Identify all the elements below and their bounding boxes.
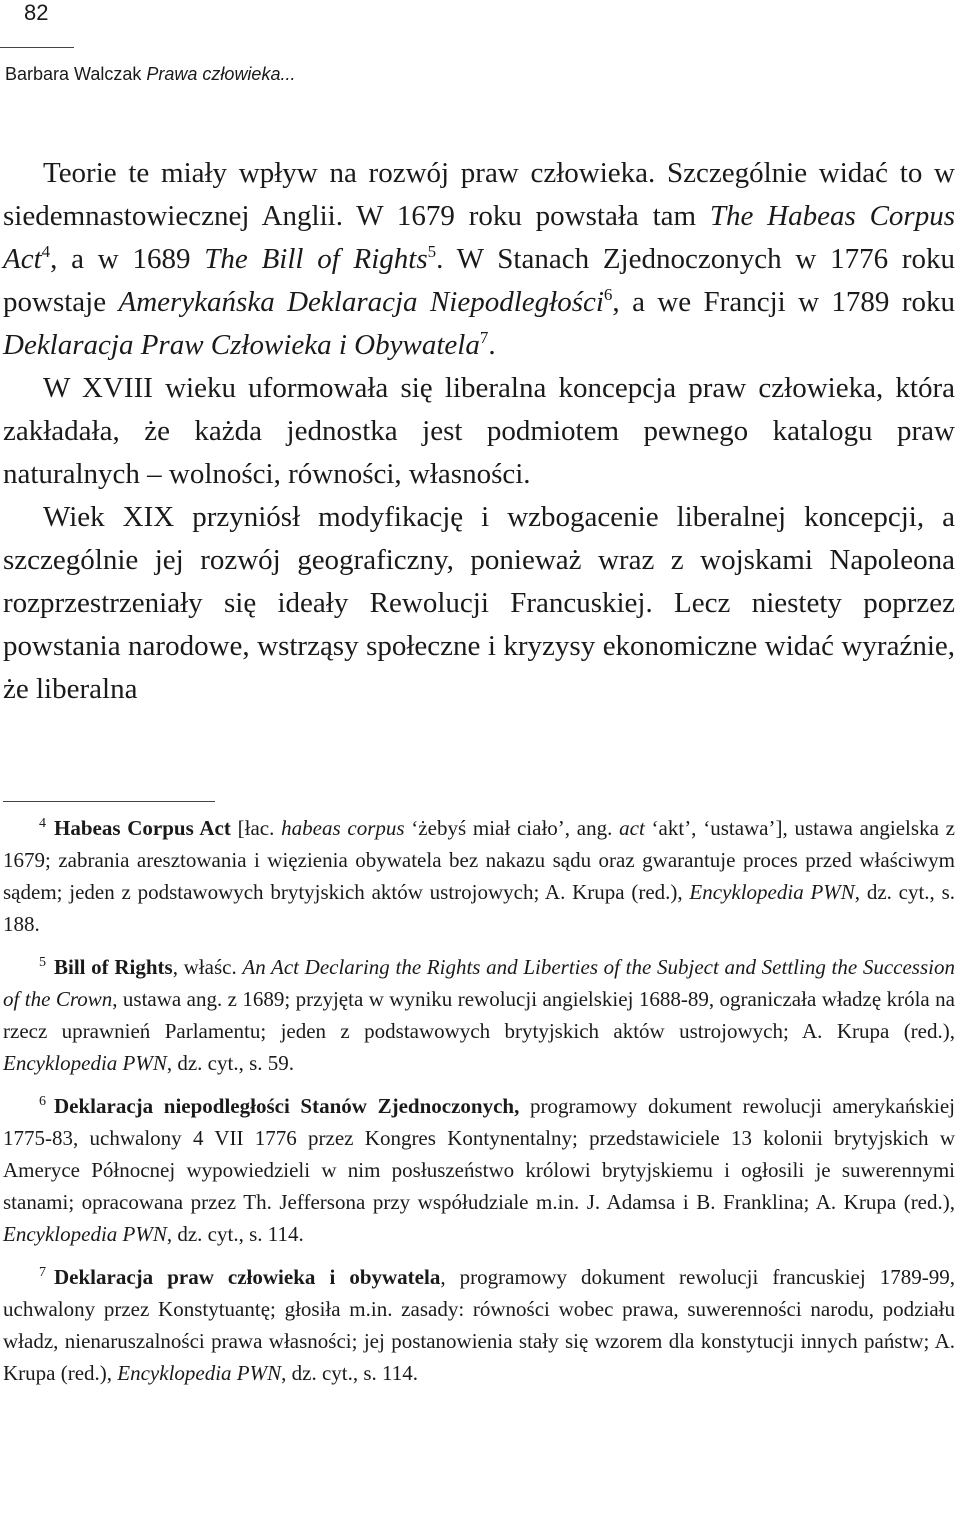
footnote-ref: 4 bbox=[41, 242, 51, 261]
footnote-number: 7 bbox=[39, 1265, 46, 1280]
paragraph-2: W XVIII wieku uformowała się liberalna koncepcja praw człowieka, która zakładała, że każda jednostka jest podmiotem pewnego katalogu praw naturalnych – wolności, równości, własności. bbox=[3, 372, 955, 490]
italic-text: Encyklopedia PWN bbox=[117, 1361, 282, 1385]
footnote-number: 6 bbox=[39, 1094, 46, 1109]
text: , dz. cyt., s. 114. bbox=[281, 1361, 419, 1385]
footnote-5 bbox=[3, 951, 955, 1079]
italic-text: Encyklopedia PWN bbox=[689, 880, 855, 904]
paragraph-3: Wiek XIX przyniósł modyfikację i wzbogacenie liberalnej koncepcji, a szczególnie jej rozwój geograficzny, ponieważ wraz z wojskami Napoleona rozprzestrzeniały się ideały Rewolucji Francuskiej. Lecz niestety poprzez powstania narodowe, wstrząsy społeczne i kryzysy ekonomiczne widać wyraźnie, że liberalna bbox=[3, 501, 955, 705]
italic-text: act bbox=[619, 816, 645, 840]
italic-title: The Habeas Corpus Act bbox=[3, 200, 956, 275]
body-text bbox=[3, 152, 955, 711]
footnotes bbox=[3, 812, 955, 1400]
footnote-term: Deklaracja praw człowieka i obywatela bbox=[54, 1265, 441, 1289]
footnote-ref: 7 bbox=[479, 328, 489, 347]
text: , programowy dokument rewolucji francuskiej 1789-99, uchwalony przez Konstytuantę; głosiła m.in. zasady: równości wobec prawa, suwerenności narodu, podziału władz, nienaruszalności prawa własności; jej postanowienia stały się wzorem dla konstytucji innych państw; A. Krupa (red.), bbox=[3, 1265, 955, 1385]
text: , dz. cyt., s. 188. bbox=[3, 880, 955, 936]
text: , właśc. bbox=[172, 955, 243, 979]
footnote-number: 5 bbox=[39, 955, 46, 970]
text: , a we Francji w 1789 roku bbox=[612, 286, 955, 318]
running-head bbox=[5, 64, 295, 85]
header-rule bbox=[0, 47, 74, 48]
footnote-6 bbox=[3, 1090, 955, 1250]
italic-text: habeas corpus bbox=[281, 816, 405, 840]
running-head-author: Barbara Walczak bbox=[5, 64, 142, 84]
text: , dz. cyt., s. 114. bbox=[166, 1222, 304, 1246]
italic-text: Encyklopedia PWN bbox=[3, 1222, 167, 1246]
footnote-ref: 5 bbox=[427, 242, 437, 261]
italic-title: The Bill of Rights bbox=[204, 243, 428, 275]
text: ‘akt’, ‘ustawa’], ustawa angielska z 1679; zabrania aresztowania i więzienia obywatela bez nakazu sądu oraz gwarantuje proces przed właściwym sądem; jeden z podstawowych brytyjskich aktów ustrojowych; A. Krupa (red.), bbox=[3, 816, 955, 904]
footnote-term: Habeas Corpus Act bbox=[54, 816, 231, 840]
text: , dz. cyt., s. 59. bbox=[166, 1051, 295, 1075]
text: [łac. bbox=[230, 816, 282, 840]
footnote-term: Bill of Rights bbox=[54, 955, 173, 979]
italic-title: Deklaracja Praw Człowieka i Obywatela bbox=[3, 329, 480, 361]
page-number: 82 bbox=[24, 0, 49, 25]
footnote-rule bbox=[3, 801, 215, 802]
paragraph-1 bbox=[3, 152, 955, 367]
italic-text: An Act Declaring the Rights and Liberties of the Subject and Settling the Succession of the Crown bbox=[3, 955, 955, 1011]
text: , ustawa ang. z 1689; przyjęta w wyniku rewolucji angielskiej 1688-89, ograniczała władzę króla na rzecz uprawnień Parlamentu; jeden z podstawowych brytyjskich aktów ustrojowych; A. Krupa (red.), bbox=[3, 987, 955, 1043]
footnote-number: 4 bbox=[39, 816, 46, 831]
italic-title: Amerykańska Deklaracja Niepodległości bbox=[118, 286, 604, 318]
text: ‘żebyś miał ciało’, ang. bbox=[404, 816, 620, 840]
footnote-7 bbox=[3, 1261, 955, 1389]
text: . W Stanach Zjednoczonych w 1776 roku powstaje bbox=[3, 243, 955, 318]
text: programowy dokument rewolucji amerykańskiej 1775-83, uchwalony 4 VII 1776 przez Kongres Kontynentalny; przedstawiciele 13 kolonii brytyjskich w Ameryce Północnej wypowiedzieli w nim posłuszeństwo królowi brytyjskiemu i ogłosili je suwerennymi stanami; opracowana przez Th. Jeffersona przy współudziale m.in. J. Adamsa i B. Franklina; A. Krupa (red.), bbox=[3, 1094, 955, 1214]
footnote-term: Deklaracja niepodległości Stanów Zjednoczonych, bbox=[54, 1094, 520, 1118]
text: . bbox=[488, 329, 496, 361]
text: Teorie te miały wpływ na rozwój praw człowieka. Szczególnie widać to w siedemnastowiecznej Anglii. W 1679 roku powstała tam bbox=[3, 157, 955, 232]
footnote-4 bbox=[3, 812, 955, 940]
italic-text: Encyklopedia PWN bbox=[3, 1051, 167, 1075]
text: , a w 1689 bbox=[50, 243, 205, 275]
footnote-ref: 6 bbox=[603, 285, 613, 304]
running-head-title: Prawa człowieka... bbox=[146, 64, 296, 84]
